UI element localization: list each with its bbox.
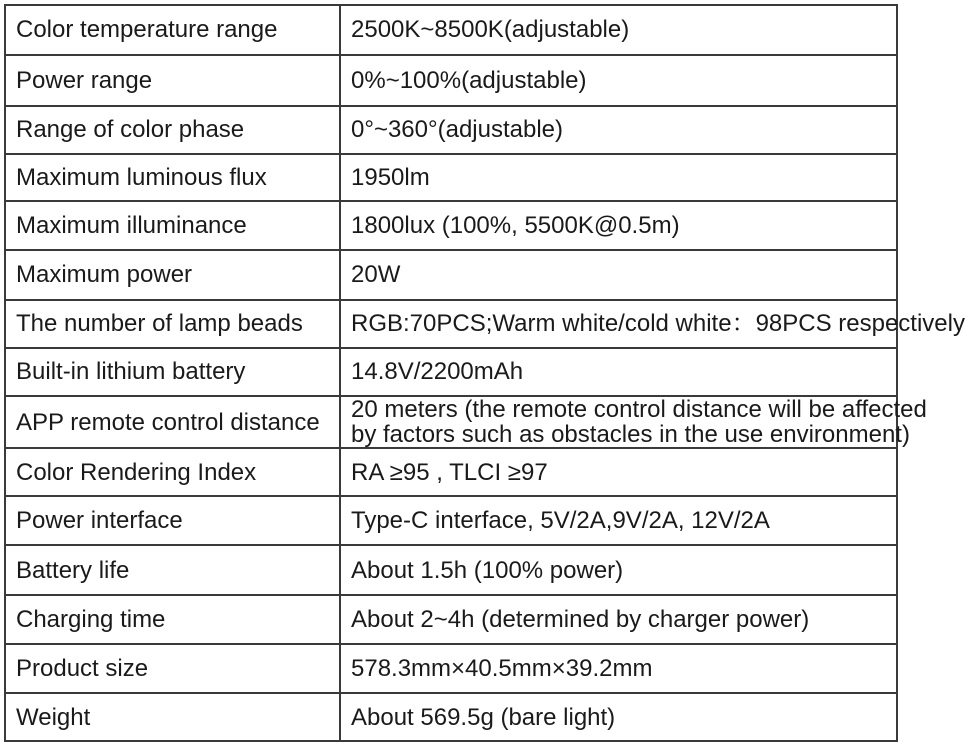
table-row	[5, 300, 897, 348]
table-row	[5, 201, 897, 250]
spec-value: 2500K~8500K(adjustable)	[340, 5, 897, 55]
table-row	[5, 545, 897, 595]
table-row	[5, 448, 897, 496]
spec-label: Battery life	[5, 545, 340, 595]
spec-value: 578.3mm×40.5mm×39.2mm	[340, 644, 897, 693]
table-row	[5, 396, 897, 448]
spec-label: Maximum luminous flux	[5, 154, 340, 201]
spec-value: About 2~4h (determined by charger power)	[340, 595, 897, 644]
specifications-table	[4, 4, 965, 742]
spec-value: RGB:70PCS;Warm white/cold white：98PCS respectively	[340, 300, 897, 348]
spec-label: Built-in lithium battery	[5, 348, 340, 396]
spec-label: Charging time	[5, 595, 340, 644]
spec-value: 14.8V/2200mAh	[340, 348, 897, 396]
table-row	[5, 496, 897, 545]
spec-value: 1800lux (100%, 5500K@0.5m)	[340, 201, 897, 250]
table-row	[5, 154, 897, 201]
table-row	[5, 348, 897, 396]
spec-label: The number of lamp beads	[5, 300, 340, 348]
table-row	[5, 106, 897, 154]
spec-label: Maximum power	[5, 250, 340, 300]
spec-value-line: by factors such as obstacles in the use environment)	[351, 421, 910, 449]
spec-label: Power interface	[5, 496, 340, 545]
spec-label: APP remote control distance	[5, 396, 340, 448]
table-row	[5, 644, 897, 693]
spec-value: RA ≥95 , TLCI ≥97	[340, 448, 897, 496]
spec-value-line: 20 meters (the remote control distance will be affected	[351, 396, 927, 423]
spec-value	[340, 396, 927, 449]
spec-label: Color Rendering Index	[5, 448, 340, 496]
table-row	[5, 595, 897, 644]
table-row	[5, 693, 897, 741]
spec-label: Power range	[5, 55, 340, 106]
spec-value: 20W	[340, 250, 897, 300]
spec-label: Range of color phase	[5, 106, 340, 154]
spec-value: About 569.5g (bare light)	[340, 693, 897, 741]
table-row	[5, 250, 897, 300]
spec-label: Maximum illuminance	[5, 201, 340, 250]
spec-label: Color temperature range	[5, 5, 340, 55]
spec-label: Weight	[5, 693, 340, 741]
table-row	[5, 5, 897, 55]
spec-value: 0%~100%(adjustable)	[340, 55, 897, 106]
spec-value: 1950lm	[340, 154, 897, 201]
table-row	[5, 55, 897, 106]
spec-value: About 1.5h (100% power)	[340, 545, 897, 595]
spec-label: Product size	[5, 644, 340, 693]
spec-value: 0°~360°(adjustable)	[340, 106, 897, 154]
spec-value: Type-C interface, 5V/2A,9V/2A, 12V/2A	[340, 496, 897, 545]
